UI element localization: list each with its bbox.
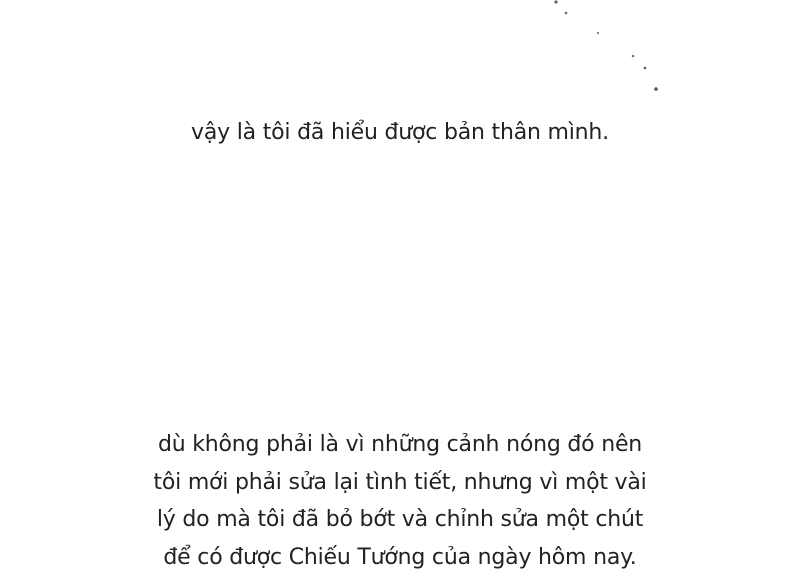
dot xyxy=(632,55,635,58)
dot xyxy=(554,0,557,3)
caption-top: vậy là tôi đã hiểu được bản thân mình. xyxy=(191,120,609,145)
dot xyxy=(644,67,647,70)
caption-line: tôi mới phải sửa lại tình tiết, nhưng vì một vài xyxy=(153,469,647,495)
dot xyxy=(654,87,658,91)
caption-line: dù không phải là vì những cảnh nóng đó nên xyxy=(157,432,643,457)
caption-bottom xyxy=(0,426,800,571)
caption-line: để có được Chiếu Tướng của ngày hôm nay. xyxy=(163,544,637,570)
dot xyxy=(597,32,599,34)
dot xyxy=(565,12,568,15)
caption-line: lý do mà tôi đã bỏ bớt và chỉnh sửa một chút xyxy=(156,507,644,532)
